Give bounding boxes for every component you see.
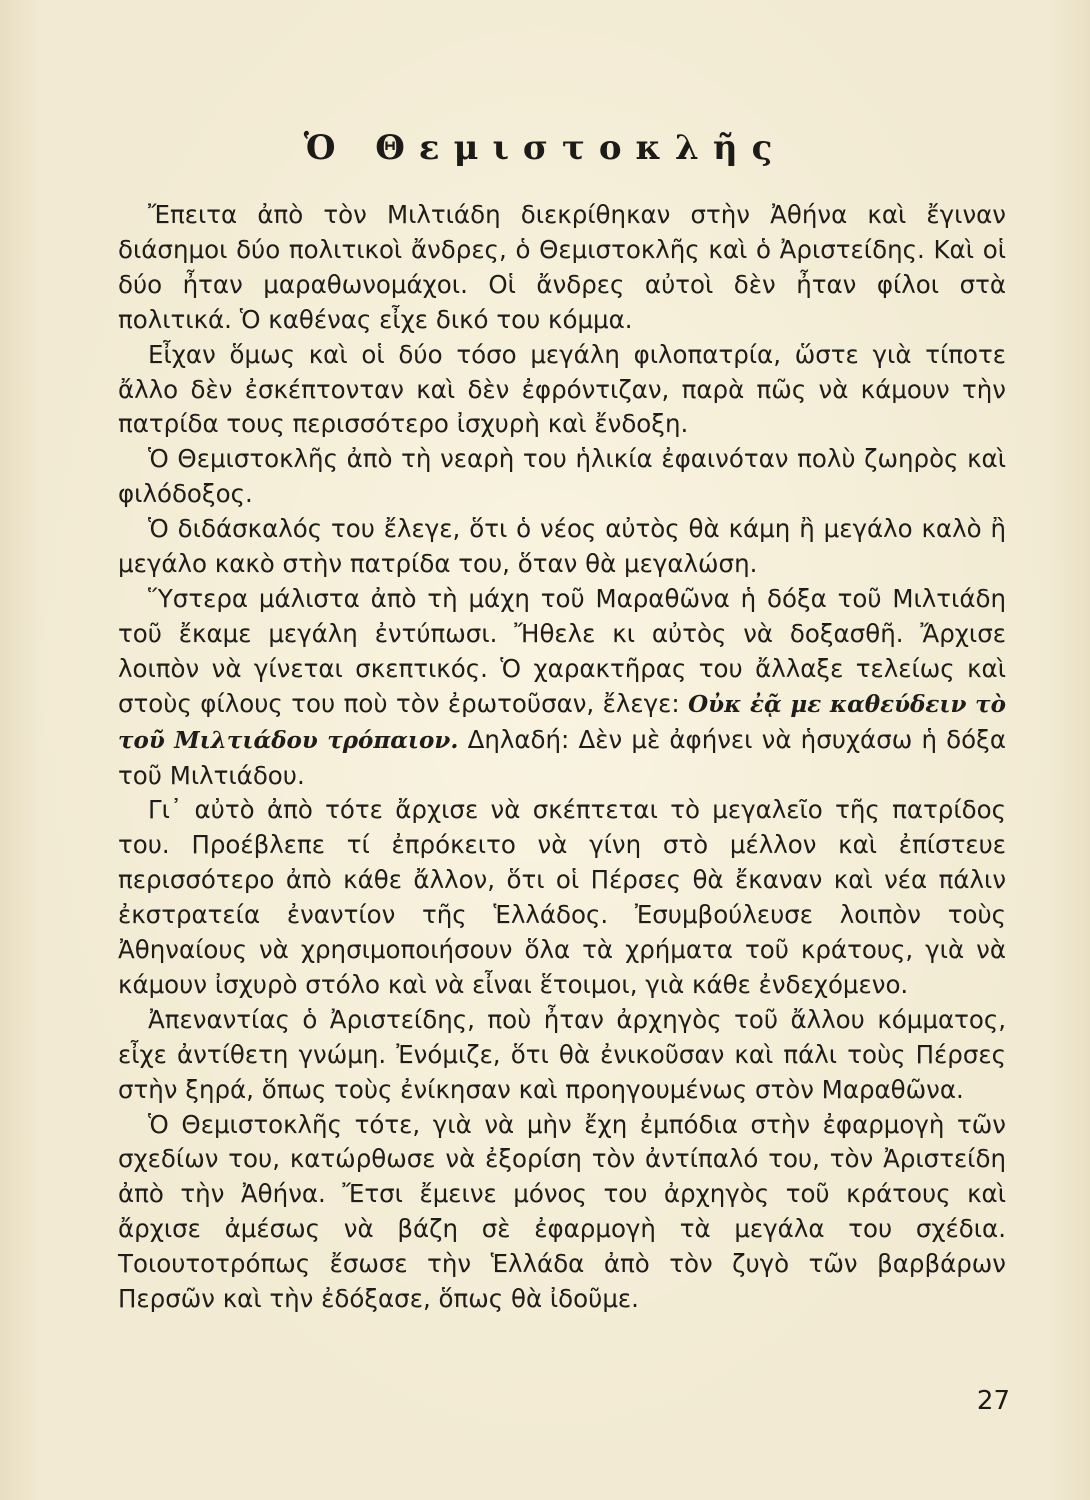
paragraph-text: Δηλαδή: Δὲν μὲ ἀφήνει νὰ ἡσυχάσω ἡ δόξα τοῦ Μιλτιάδου. — [118, 724, 1006, 790]
page-number: 27 — [976, 1386, 1010, 1416]
paragraph-text: Ὕστερα μάλιστα ἀπὸ τὴ μάχη τοῦ Μαραθῶνα ἡ δόξα τοῦ Μιλτιάδη τοῦ ἔκαμε μεγάλη ἐντύπωσι. Ἤθελε κι αὐτὸς νὰ δοξασθῆ. Ἄρχισε λοιπὸν νὰ γίνεται σκεπτικός. Ὁ χαρακτῆρας του ἄλλαξε τελείως καὶ στοὺς φίλους του ποὺ τὸν ἐρωτοῦσαν, ἔλεγε: — [118, 583, 1006, 718]
paragraph: Ἔπειτα ἀπὸ τὸν Μιλτιάδη διεκρίθηκαν στὴν Ἀθήνα καὶ ἔγιναν διάσημοι δύο πολιτικοὶ ἄνδρες, ὁ Θεμιστοκλῆς καὶ ὁ Ἀριστείδης. Καὶ οἱ δύο ἦταν μαραθωνομάχοι. Οἱ ἄνδρες αὐτοὶ δὲν ἦταν φίλοι στὰ πολιτικά. Ὁ καθένας εἶχε δικό του κόμμα. — [118, 200, 1006, 334]
ancient-quote: Οὐκ ἐᾷ με καθεύδειν τὸ τοῦ Μιλτιάδου τρόπαιον. — [118, 690, 1006, 754]
page-title: Ὁ Θεμιστοκλῆς — [303, 128, 787, 168]
paragraph: Εἶχαν ὅμως καὶ οἱ δύο τόσο μεγάλη φιλοπατρία, ὥστε γιὰ τίποτε ἄλλο δὲν ἐσκέπτονταν καὶ δὲν ἐφρόντιζαν, παρὰ πῶς νὰ κάμουν τὴν πατρίδα τους περισσότερο ἰσχυρὴ καὶ ἔνδοξη. — [118, 339, 1006, 439]
paragraph: Ὁ Θεμιστοκλῆς τότε, γιὰ νὰ μὴν ἔχη ἐμπόδια στὴν ἐφαρμογὴ τῶν σχεδίων του, κατώρθωσε νὰ ἐξορίση τὸν ἀντίπαλό του, τὸν Ἀριστείδη ἀπὸ τὴν Ἀθήνα. Ἔτσι ἔμεινε μόνος του ἀρχηγὸς τοῦ κράτους καὶ ἄρχισε ἀμέσως νὰ βάζη σὲ ἐφαρμογὴ τὰ μεγάλα του σχέδια. Τοιουτοτρόπως ἔσωσε τὴν Ἑλλάδα ἀπὸ τὸν ζυγὸ τῶν βαρβάρων Περσῶν καὶ τὴν ἐδόξασε, ὅπως θὰ ἰδοῦμε. — [118, 1109, 1006, 1314]
paragraph: Ὁ Θεμιστοκλῆς ἀπὸ τὴ νεαρὴ του ἡλικία ἐφαινόταν πολὺ ζωηρὸς καὶ φιλόδοξος. — [118, 444, 1006, 509]
paragraph: Ἀπεναντίας ὁ Ἀριστείδης, ποὺ ἦταν ἀρχηγὸς τοῦ ἄλλου κόμματος, εἶχε ἀντίθετη γνώμη. Ἐνόμιζε, ὅτι θὰ ἐνικοῦσαν καὶ πάλι τοὺς Πέρσες στὴν ξηρά, ὅπως τοὺς ἐνίκησαν καὶ προηγουμένως στὸν Μαραθῶνα. — [118, 1004, 1006, 1104]
body-text — [118, 198, 1006, 1317]
paragraph: Ὁ διδάσκαλός του ἔλεγε, ὅτι ὁ νέος αὐτὸς θὰ κάμη ἢ μεγάλο καλὸ ἢ μεγάλο κακὸ στὴν πατρίδα του, ὅταν θὰ μεγαλώση. — [118, 514, 1006, 579]
paragraph — [118, 582, 1006, 793]
paragraph: Γι᾽ αὐτὸ ἀπὸ τότε ἄρχισε νὰ σκέπτεται τὸ μεγαλεῖο τῆς πατρίδος του. Προέβλεπε τί ἐπρόκειτο νὰ γίνη στὸ μέλλον καὶ ἐπίστευε περισσότερο ἀπὸ κάθε ἄλλον, ὅτι οἱ Πέρσες θὰ ἔκαναν καὶ νέα πάλιν ἐκστρατεία ἐναντίον τῆς Ἑλλάδος. Ἐσυμβούλευσε λοιπὸν τοὺς Ἀθηναίους νὰ χρησιμοποιήσουν ὅλα τὰ χρήματα τοῦ κράτους, γιὰ νὰ κάμουν ἰσχυρὸ στόλο καὶ νὰ εἶναι ἕτοιμοι, γιὰ κάθε ἐνδεχόμενο. — [118, 795, 1006, 999]
